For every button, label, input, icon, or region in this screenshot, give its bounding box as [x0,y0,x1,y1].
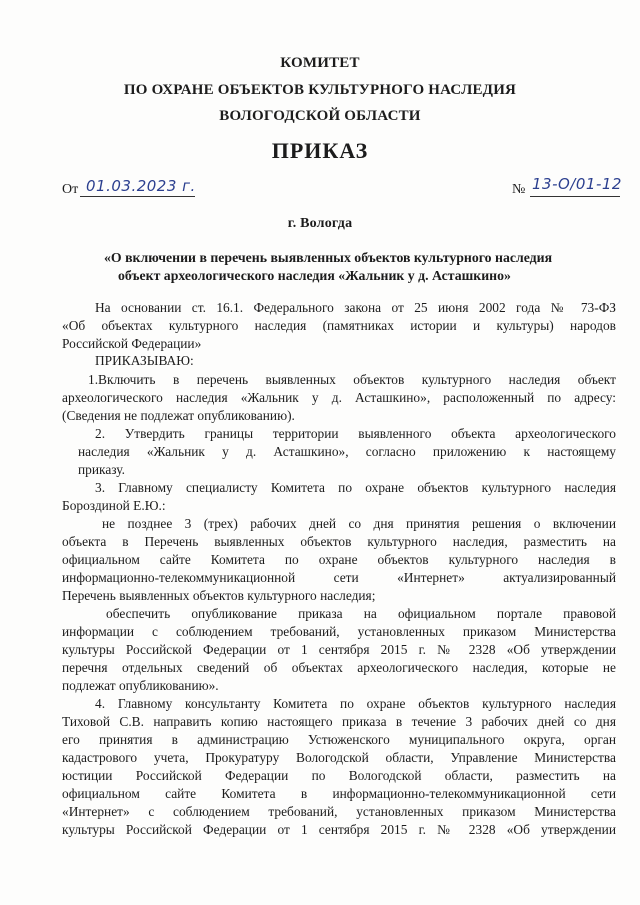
item-2-line: 2. Утвердить границы территории выявленного объекта археологического [95,426,616,441]
handwritten-date: 01.03.2023 г. [86,177,196,195]
item-1-line: (Сведения не подлежат опубликованию). [62,408,295,423]
preamble-line: Российской Федерации» [62,336,202,351]
item-3b-line: обеспечить опубликование приказа на официальном портале правовой [106,606,616,621]
item-3b-line: информации с соблюдением требований, установленных приказом Министерства [62,624,616,639]
committee-subtitle: ПО ОХРАНЕ ОБЪЕКТОВ КУЛЬТУРНОГО НАСЛЕДИЯ [123,82,517,98]
order-word: ПРИКАЗЫВАЮ: [95,353,194,368]
item-3b-line: подлежат опубликованию». [62,678,219,693]
item-3a-line: объекта в Перечень выявленных объектов культурного наследия, разместить на [62,534,616,549]
item-3b-line: перечня отдельных сведений об объектах археологического наследия, которые не [62,660,616,675]
committee-title: КОМИТЕТ [280,55,360,71]
date-underline [80,196,195,197]
item-3a-line: информационно-телекоммуникационной сети «Интернет» актуализированный [62,570,616,585]
number-underline [530,196,620,197]
item-3b-line: культуры Российской Федерации от 1 сентября 2015 г. № 2328 «Об утверждении [62,642,616,657]
item-4-line: его принятия в администрацию Устюженского муниципального округа, орган [62,732,616,747]
preamble-line: «Об объектах культурного наследия (памятниках истории и культуры) народов [62,318,616,333]
preamble-line: На основании ст. 16.1. Федерального закона от 25 июня 2002 года № 73-ФЗ [95,300,616,315]
item-4-line: культуры Российской Федерации от 1 сентября 2015 г. № 2328 «Об утверждении [62,822,616,837]
item-3-line: 3. Главному специалисту Комитета по охране объектов культурного наследия [95,480,616,495]
item-1-line: 1.Включить в перечень выявленных объектов культурного наследия объект [88,372,616,387]
subject-line-2: объект археологического наследия «Жальник у д. Асташкино» [118,268,511,283]
date-prefix: От [62,182,79,197]
item-4-line: кадастрового учета, Прокуратуру Вологодской области, Управление Министерства [62,750,616,765]
item-2-line: приказу. [78,462,125,477]
item-4-line: Тиховой С.В. направить копию настоящего приказа в течение 3 рабочих дней со дня [62,714,616,729]
item-1-line: археологического наследия «Жальник у д. Асташкино», расположенный по адресу: [62,390,616,405]
doc-type-title: ПРИКАЗ [271,138,369,163]
item-3-line: Бороздиной Е.Ю.: [62,498,166,513]
item-3a-line: не позднее 3 (трех) рабочих дней со дня принятия решения о включении [102,516,616,531]
item-4-line: 4. Главному консультанту Комитета по охране объектов культурного наследия [95,696,616,711]
item-4-line: «Интернет» с соблюдением требований, установленных приказом Министерства [62,804,616,819]
number-prefix: № [512,182,526,197]
city-label: г. Вологда [287,216,353,231]
item-2-line: наследия «Жальник у д. Асташкино», согласно приложению к настоящему [78,444,616,459]
item-3a-line: официальном сайте Комитета по охране объектов культурного наследия в [62,552,616,567]
handwritten-number: 13-О/01-12 [532,175,622,193]
region-title: ВОЛОГОДСКОЙ ОБЛАСТИ [219,108,421,124]
item-4-line: юстиции Российской Федерации по Вологодской области, разместить на [62,768,616,783]
item-4-line: официальном сайте Комитета в информационно-телекоммуникационной сети [62,786,616,801]
subject-line-1: «О включении в перечень выявленных объектов культурного наследия [104,250,553,265]
item-3a-line: Перечень выявленных объектов культурного наследия; [62,588,376,603]
